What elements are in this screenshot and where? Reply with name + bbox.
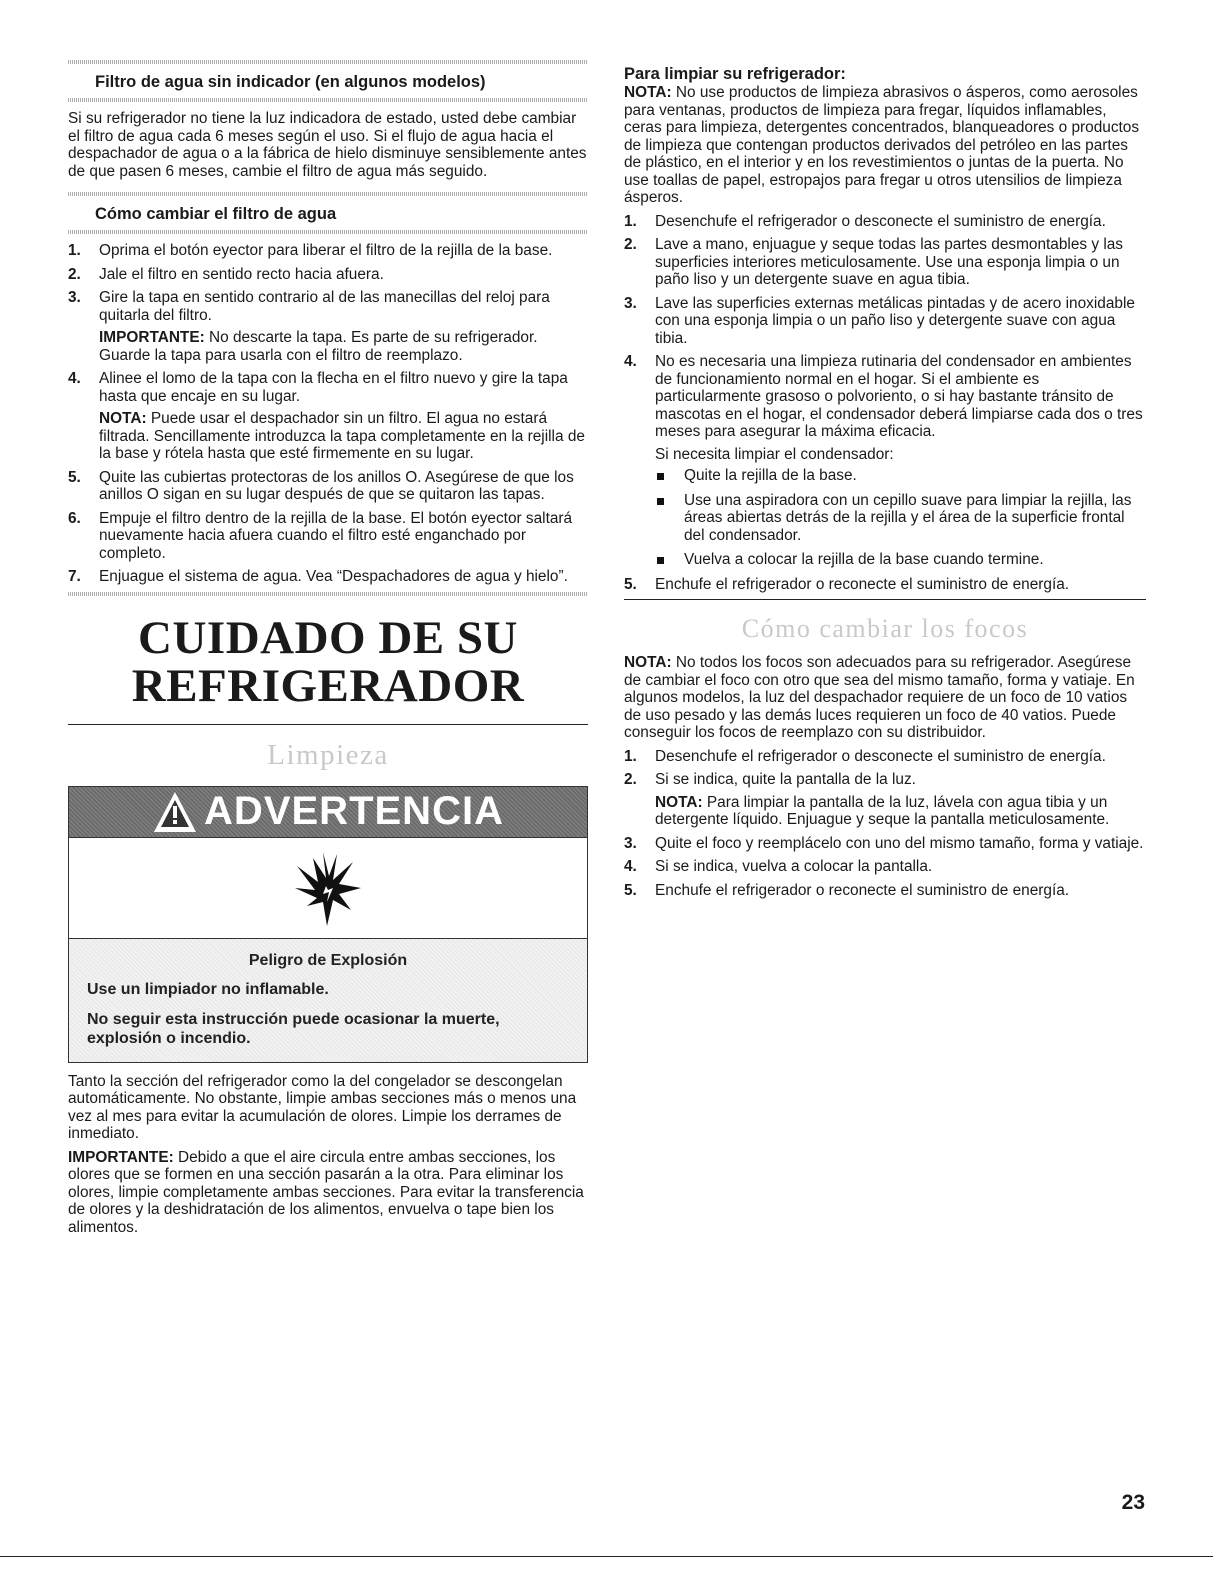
- note-label: NOTA:: [99, 410, 147, 427]
- clean-steps: [624, 213, 1146, 594]
- step-number: 2.: [68, 265, 81, 283]
- bullet-text: Vuelva a colocar la rejilla de la base cuando termine.: [684, 551, 1044, 568]
- main-title: [68, 611, 588, 712]
- note-text: No use productos de limpieza abrasivos o ásperos, como aerosoles para ventanas, productos de limpieza para fregar, líquidos inflamables, ceras para limpieza, detergentes concentrados, blanqueadores o productos de limpieza que contengan productos derivados del petróleo en las partes de plástico, en el interior y en los revestimientos o juntas de la puerta. No use toallas de papel, estropajos para fregar u otros utensilios de limpieza ásperos.: [624, 84, 1140, 206]
- list-item: [68, 289, 588, 364]
- bullet-text: Use una aspiradora con un cepillo suave para limpiar la rejilla, las áreas abiertas detrás de la rejilla y el área de la superficie frontal del condensador.: [684, 491, 1132, 544]
- bulbs-steps: [624, 748, 1146, 900]
- change-filter-heading: Cómo cambiar el filtro de agua: [95, 205, 337, 223]
- bullet-text: Quite la rejilla de la base.: [684, 467, 857, 484]
- bullet-item: [655, 467, 1146, 485]
- step-text: Desenchufe el refrigerador o desconecte el suministro de energía.: [655, 747, 1106, 765]
- section-title-cleaning: Limpieza: [267, 738, 389, 771]
- step-note: [99, 410, 588, 463]
- note-text: Puede usar el despachador sin un filtro. El agua no estará filtrada. Sencillamente introduzca la tapa completamente en la rejilla de la base y rótela hasta que esté firmemente en su lugar.: [99, 410, 585, 462]
- list-item: [624, 236, 1146, 289]
- dotted-divider: [68, 98, 588, 102]
- right-column: [624, 64, 1146, 905]
- list-item: [68, 510, 588, 563]
- cleaning-intro: Tanto la sección del refrigerador como la del congelador se descongelan automáticamente. No obstante, limpie ambas secciones más o menos una vez al mes para evitar la acumulación de olores. Limpie los derrames de inmediato.: [68, 1072, 577, 1142]
- section-divider: [624, 599, 1146, 600]
- cleaning-important: [68, 1149, 588, 1237]
- step-subtext: Si necesita limpiar el condensador:: [655, 445, 894, 463]
- list-item: [624, 858, 1146, 876]
- condenser-bullets: [655, 467, 1146, 569]
- list-item: [624, 576, 1146, 594]
- step-number: 4.: [624, 858, 637, 875]
- step-text: Alinee el lomo de la tapa con la flecha en el filtro nuevo y gire la tapa hasta que encaje en su lugar.: [99, 370, 568, 405]
- step-text: Empuje el filtro dentro de la rejilla de la base. El botón eyector saltará nuevamente hacia afuera cuando el filtro esté enganchado por completo.: [99, 509, 573, 562]
- warning-box: [68, 786, 588, 1063]
- step-number: 5.: [624, 881, 637, 899]
- dotted-divider: [68, 230, 588, 234]
- step-note: [99, 329, 588, 364]
- step-text: Si se indica, quite la pantalla de la luz.: [655, 771, 916, 788]
- warning-triangle-icon: [152, 790, 198, 834]
- list-item: [624, 835, 1146, 853]
- note-text: Para limpiar la pantalla de la luz, lávela con agua tibia y un detergente líquido. Enjuague y seque la pantalla meticulosamente.: [655, 793, 1110, 828]
- step-number: 3.: [624, 834, 637, 852]
- step-number: 5.: [624, 575, 637, 593]
- step-text: Quite el foco y reemplácelo con uno del mismo tamaño, forma y vatiaje.: [655, 834, 1144, 852]
- step-number: 4.: [624, 353, 637, 370]
- important-text: Debido a que el aire circula entre ambas secciones, los olores que se formen en una sección pasarán a la otra. Para eliminar los olores, limpie completamente ambas secciones. Para evitar la transferencia de olores y la deshidratación de los alimentos, envuelva o tape bien los alimentos.: [68, 1148, 584, 1236]
- step-number: 1.: [68, 242, 81, 259]
- step-number: 1.: [624, 747, 637, 765]
- warning-pictogram: [69, 837, 587, 939]
- section-divider: [68, 724, 588, 725]
- list-item: [68, 266, 588, 284]
- note-label: NOTA:: [655, 793, 703, 811]
- list-item: [624, 748, 1146, 766]
- dotted-divider: [68, 60, 588, 64]
- list-item: [624, 771, 1146, 829]
- step-text: Oprima el botón eyector para liberar el filtro de la rejilla de la base.: [99, 242, 553, 259]
- note-label: IMPORTANTE:: [99, 329, 205, 346]
- page-number: 23: [1121, 1491, 1145, 1514]
- step-text: Si se indica, vuelva a colocar la pantalla.: [655, 858, 933, 875]
- list-item: [624, 353, 1146, 569]
- step-text: Enchufe el refrigerador o reconecte el suministro de energía.: [655, 575, 1070, 593]
- warning-line: No seguir esta instrucción puede ocasionar la muerte, explosión o incendio.: [87, 1010, 500, 1047]
- step-number: 5.: [68, 468, 81, 486]
- step-number: 2.: [624, 771, 637, 788]
- important-label: IMPORTANTE:: [68, 1148, 174, 1166]
- step-number: 4.: [68, 370, 81, 387]
- step-number: 7.: [68, 568, 81, 585]
- step-text: Gire la tapa en sentido contrario al de las manecillas del reloj para quitarla del filtro.: [99, 289, 550, 324]
- warning-label: ADVERTENCIA: [204, 789, 504, 833]
- bullet-item: [655, 492, 1146, 545]
- step-text: No es necesaria una limpieza rutinaria del condensador en ambientes de funcionamiento normal en el hogar. Si el ambiente es particularmente grasoso o polvoriento, o si hay bastante tránsito de mascotas en el hogar, el condensador deberá limpiarse cada dos o tres meses para asegurar la máxima eficacia.: [655, 353, 1143, 440]
- step-text: Lave a mano, enjuague y seque todas las partes desmontables y las superficies interiores meticulosamente. Use una esponja limpia o un paño liso y un detergente suave en agua tibia.: [655, 236, 1124, 288]
- list-item: [68, 242, 588, 260]
- bullet-item: [655, 551, 1146, 569]
- step-text: Desenchufe el refrigerador o desconecte el suministro de energía.: [655, 212, 1106, 230]
- step-number: 1.: [624, 212, 637, 230]
- section-title-bulbs: Cómo cambiar los focos: [741, 614, 1029, 643]
- list-item: [68, 568, 588, 586]
- step-text: Enjuague el sistema de agua. Vea “Despachadores de agua y hielo”.: [99, 568, 568, 585]
- step-number: 6.: [68, 509, 81, 527]
- dotted-divider: [68, 592, 588, 596]
- warning-line: Use un limpiador no inflamable.: [87, 980, 329, 998]
- filter-no-indicator-heading: Filtro de agua sin indicador (en algunos modelos): [95, 73, 486, 91]
- list-item: [68, 469, 588, 504]
- step-number: 2.: [624, 236, 637, 253]
- list-item: [624, 295, 1146, 348]
- step-number: 3.: [68, 289, 81, 306]
- warning-hazard: Peligro de Explosión: [248, 951, 408, 969]
- footer-rule: [0, 1556, 1213, 1557]
- warning-body: [69, 939, 587, 1062]
- note-label: NOTA:: [624, 654, 672, 671]
- left-column: [68, 60, 588, 1242]
- explosion-icon: [293, 848, 363, 928]
- step-number: 3.: [624, 294, 637, 312]
- filter-no-indicator-body: Si su refrigerador no tiene la luz indicadora de estado, usted debe cambiar el filtro de agua cada 6 meses según el uso. Si el flujo de agua hacia el despachador de agua o a la fábrica de hielo disminuye sensiblemente antes de que pasen 6 meses, cambie el filtro de agua más seguido.: [68, 110, 587, 180]
- main-title-line: CUIDADO DE SU: [138, 611, 518, 664]
- clean-note: [624, 84, 1146, 207]
- list-item: [68, 370, 588, 463]
- note-text: No descarte la tapa. Es parte de su refrigerador. Guarde la tapa para usarla con el filtro de reemplazo.: [99, 329, 538, 364]
- change-filter-steps: [68, 242, 588, 586]
- step-text: Lave las superficies externas metálicas pintadas y de acero inoxidable con una esponja limpia o un paño liso y detergente suave con agua tibia.: [655, 294, 1135, 347]
- step-text: Jale el filtro en sentido recto hacia afuera.: [99, 265, 384, 283]
- dotted-divider: [68, 192, 588, 196]
- main-title-line: REFRIGERADOR: [131, 659, 525, 712]
- note-text: No todos los focos son adecuados para su refrigerador. Asegúrese de cambiar el foco con otro que sea del mismo tamaño, forma y vatiaje. En algunos modelos, la luz del despachador requiere de un foco de 10 vatios de uso pesado y las demás luces requieren un foco de 40 vatios. Puede conseguir los focos de reemplazo con su distribuidor.: [624, 654, 1135, 741]
- step-text: Enchufe el refrigerador o reconecte el suministro de energía.: [655, 881, 1070, 899]
- step-note: [655, 794, 1146, 829]
- note-label: NOTA:: [624, 84, 672, 101]
- clean-heading: Para limpiar su refrigerador:: [624, 65, 846, 83]
- list-item: [624, 882, 1146, 900]
- warning-header: [69, 787, 587, 837]
- list-item: [624, 213, 1146, 231]
- step-text: Quite las cubiertas protectoras de los anillos O. Asegúrese de que los anillos O sigan en su lugar después de que se quitaron las tapas.: [99, 468, 574, 503]
- bulbs-note: [624, 654, 1146, 742]
